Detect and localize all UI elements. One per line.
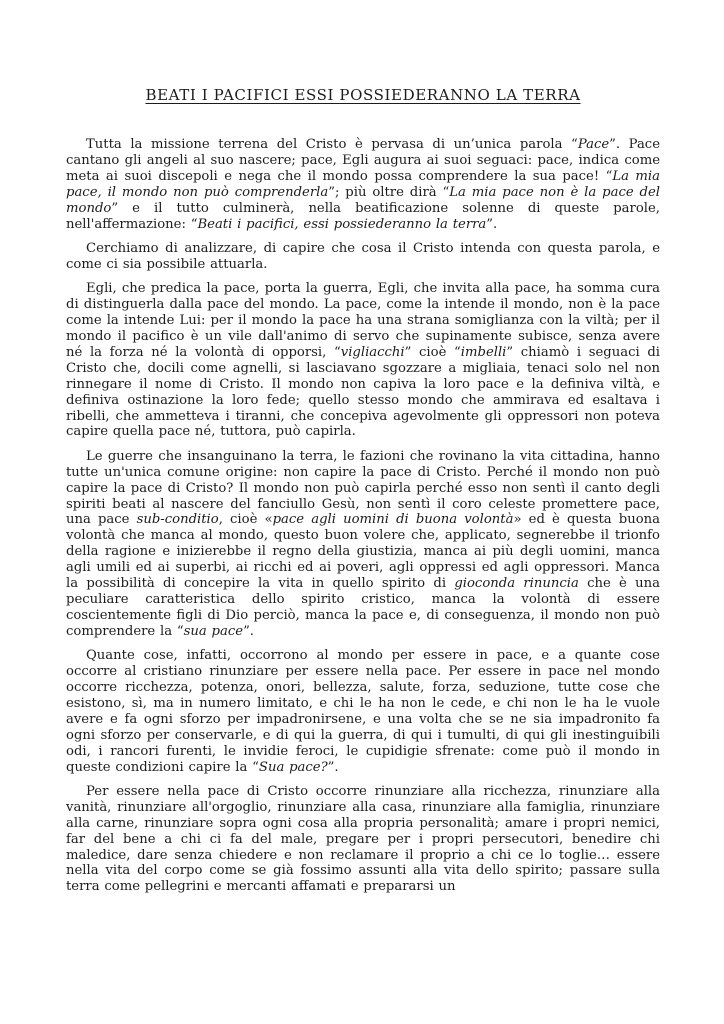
italic-text-run: Beati i pacifici, essi possiederanno la terra: [197, 216, 487, 232]
text-run: che è una peculiare caratteristica dello spirito cristico, manca la volontà di essere coscientemente figli di Dio perciò, manca la pace e, di conseguenza, il mondo non può comprendere la “: [66, 576, 660, 639]
paragraph: [66, 784, 660, 895]
text-run: Le guerre che insanguinano la terra, le fazioni che rovinano la vita cittadina, hanno tutte un'unica comune origine: non capire la pace di Cristo. Perché il mondo non può capire la pace di Cristo? Il mondo non può capirla perché esso non sentì il canto degli spiriti beati al nascere del fanciullo Gesù, non sentì il coro celeste promettere pace, una pace: [66, 448, 660, 528]
italic-text-run: sua pace: [183, 623, 244, 639]
paragraph: [66, 648, 660, 775]
text-run: ”.: [243, 623, 254, 639]
text-run: Tutta la missione terrena del Cristo è pervasa di un’unica parola “: [86, 137, 578, 152]
italic-text-run: pace agli uomini di buona volontà: [272, 512, 514, 528]
paragraph: [66, 281, 660, 440]
text-run: , cioè «: [218, 512, 273, 528]
text-run: ” cioè “: [404, 344, 461, 360]
text-run: Per essere nella pace di Cristo occorre rinunziare alla ricchezza, rinunziare alla vanità, rinunziare all'orgoglio, rinunziare alla casa, rinunziare alla famiglia, rinunziare alla carne, rinunziare sopra ogni cosa alla propria personalità; amare i propri nemici, far del bene a chi ci fa del male, pregare per i propri persecutori, benedire chi maledice, dare senza chiedere e non reclamare il proprio a chi ce lo toglie… essere nella vita del corpo come se già fossimo assunti alla vita dello spirito; passare sulla terra come pellegrini e mercanti affamati e prepararsi un: [66, 783, 660, 895]
text-run: ”; più oltre dirà “: [328, 184, 450, 200]
text-run: Quante cose, infatti, occorrono al mondo per essere in pace, e a quante cose occorre al cristiano rinunziare per essere nella pace. Per essere in pace nel mondo occorre ricchezza, potenza, onori, bellezza, salute, forza, seduzione, tutte cose che esistono, sì, ma in numero limitato, e chi le ha non le cede, e chi non le ha le vuole avere e fa ogni sforzo per impadronirsene, e una volta che se ne sia impadronito fa ogni sforzo per conservarle, e di qui la guerra, di qui i tumulti, di qui gli inestinguibili odi, i rancori furenti, le invidie feroci, le cupidigie sfrenate: come può il mondo in queste condizioni capire la “: [66, 648, 660, 775]
text-run: ”.: [486, 216, 498, 232]
document-body: [66, 137, 660, 895]
italic-text-run: Pace: [577, 137, 610, 152]
italic-text-run: Sua pace?: [258, 759, 328, 775]
italic-text-run: La mia pace non è la pace del mondo: [66, 184, 660, 216]
italic-text-run: sub-conditio: [136, 512, 219, 528]
document-title: [66, 86, 660, 104]
italic-text-run: vigliacchi: [340, 344, 405, 360]
text-run: Cerchiamo di analizzare, di capire che cosa il Cristo intenda con questa parola, e come ci sia possibile attuarla.: [66, 240, 660, 272]
text-run: ”.: [327, 759, 339, 775]
italic-text-run: gioconda rinuncia: [454, 576, 579, 592]
paragraph: [66, 241, 660, 273]
text-run: ” chiamò i seguaci di Cristo che, docili come agnelli, si lasciavano sgozzare a migliaia, tenaci solo nel non rinnegare il nome di Cristo. Il mondo non capiva la loro pace e la definiva viltà, e definiva ostinazione la loro fede; quello stesso mondo che ammirava ed esaltava i ribelli, che ammetteva i tiranni, che concepiva agevolmente gli oppressori non poteva capire quella pace né, tuttora, può capirla.: [66, 344, 661, 440]
paragraph: [66, 137, 660, 232]
document-title-text: BEATI I PACIFICI ESSI POSSIEDERANNO LA TERRA: [145, 86, 581, 104]
paragraph: [66, 449, 660, 640]
text-run: ” e il tutto culminerà, nella beatificazione solenne di queste parole, nell'affermazione: “: [66, 200, 660, 232]
text-run: Egli, che predica la pace, porta la guerra, Egli, che invita alla pace, ha somma cura di distinguerla dalla pace del mondo. La pace, come la intende il mondo, non è la pace come la intende Lui: per il mondo la pace ha una strana somiglianza con la viltà; per il mondo il pacifico è un vile dall'animo di servo che supinamente subisce, senza avere né la forza né la volontà di opporsi, “: [66, 281, 660, 360]
text-run: ”. Pace cantano gli angeli al suo nascere; pace, Egli augura ai suoi seguaci: pace, indica come meta ai suoi discepoli e nega che il mondo possa comprendere la sua pace! “: [66, 137, 660, 184]
italic-text-run: imbelli: [460, 344, 507, 360]
text-run: » ed è questa buona volontà che manca al mondo, questo buon volere che, applicato, segnerebbe il trionfo della ragione e inizierebbe il regno della giustizia, manca ai più degli uomini, manca agli umili ed ai superbi, ai ricchi ed ai poveri, agli oppressi ed agli oppressori. Manca la possibilità di concepire la vita in quello spirito di: [66, 512, 660, 592]
italic-text-run: La mia pace, il mondo non può comprenderla: [66, 168, 660, 200]
